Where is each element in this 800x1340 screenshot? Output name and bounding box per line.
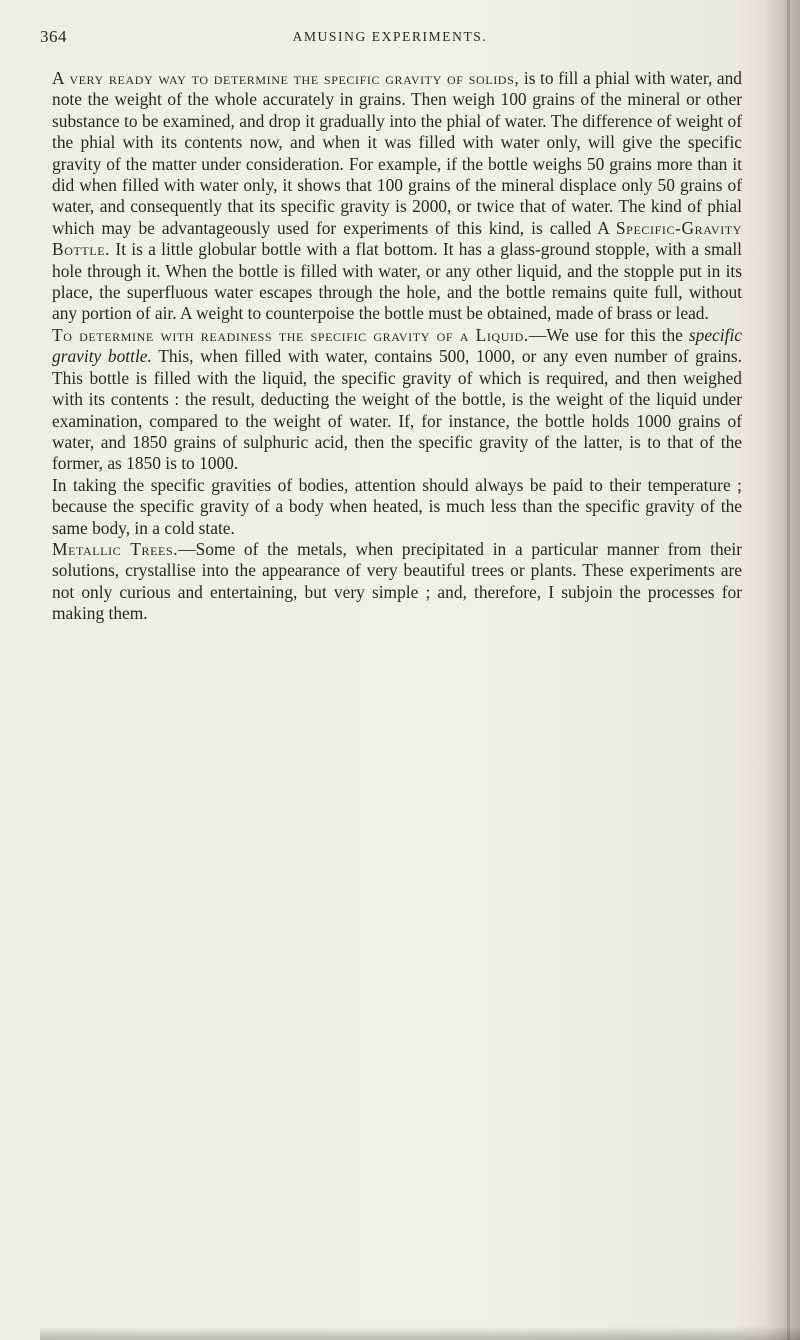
binding-edge-line bbox=[787, 0, 790, 1340]
paragraph-lead: To determine with readiness the specific gravity of a Liquid. bbox=[52, 324, 529, 345]
paragraph-text: In taking the specific gravities of bodies, attention should always be paid to their temperature ; because the specific gravity of a body when heated, is much less than the specific gravity of the same body, in a cold state. bbox=[52, 474, 742, 538]
paragraph-text-continued: It is a little globular bottle with a flat bottom. It has a glass-ground stopple, with a small hole through it. When the bottle is filled with water, or any other liquid, and the stopple put in its place, the superfluous water escapes through the hole, and the bottle remains quite full, without any portion of air. A weight to counterpoise the bottle must be obtained, made of brass or lead. bbox=[52, 239, 742, 324]
running-title: AMUSING EXPERIMENTS. bbox=[292, 29, 488, 44]
paragraph-temperature-note bbox=[52, 475, 742, 539]
italic-term: specific gravity bottle. bbox=[52, 324, 742, 367]
page-number: 364 bbox=[40, 27, 67, 46]
paragraph-text: —We use for this the bbox=[528, 324, 689, 345]
page-header bbox=[40, 27, 740, 53]
paragraph-text: is to fill a phial with water, and note the weight of the whole accurately in grains. Then weigh 100 grains of the mineral or other substance to be examined, and drop it gradually into the phial of water. The difference of weight of the phial with its contents now, and when it was filled with water only, will give the specific gravity of the matter under consideration. For example, if the bottle weighs 50 grains more than it did when filled with water only, it shows that 100 grains of the mineral displace only 50 grains of water, and consequently that its specific gravity is 2000, or twice that of water. The kind of phial which may be advantageously used for experiments of this kind, is called A bbox=[52, 68, 742, 238]
paragraph-text: —Some of the metals, when precipitated in a particular manner from their solutions, crystallise into the appearance of very beautiful trees or plants. These experiments are not only curious and entertaining, but very simple ; and, therefore, I subjoin the processes for making them. bbox=[52, 538, 742, 624]
paragraph-specific-gravity-solids bbox=[52, 68, 742, 325]
bottom-edge-shadow bbox=[40, 1326, 800, 1340]
paragraph-lead: Metallic Trees. bbox=[52, 538, 179, 559]
term-specific-gravity-bottle: Specific-Gravity Bottle. bbox=[52, 217, 742, 260]
paragraph-text-continued: This, when filled with water, contains 500, 1000, or any even number of grains. This bottle is filled with the liquid, the specific gravity of which is required, and then weighed with its contents : the result, deducting the weight of the bottle, is the weight of the liquid under examination, compared to the weight of water. If, for instance, the bottle holds 1000 grains of water, and 1850 grains of sulphuric acid, then the specific gravity of the latter, is to that of the former, as 1850 is to 1000. bbox=[52, 346, 742, 474]
paragraph-metallic-trees bbox=[52, 539, 742, 625]
body-text bbox=[52, 68, 742, 625]
binding-edge-shadow bbox=[764, 0, 800, 1340]
paragraph-specific-gravity-liquid bbox=[52, 325, 742, 475]
paragraph-lead: A very ready way to determine the specific gravity of solids, bbox=[52, 68, 520, 88]
